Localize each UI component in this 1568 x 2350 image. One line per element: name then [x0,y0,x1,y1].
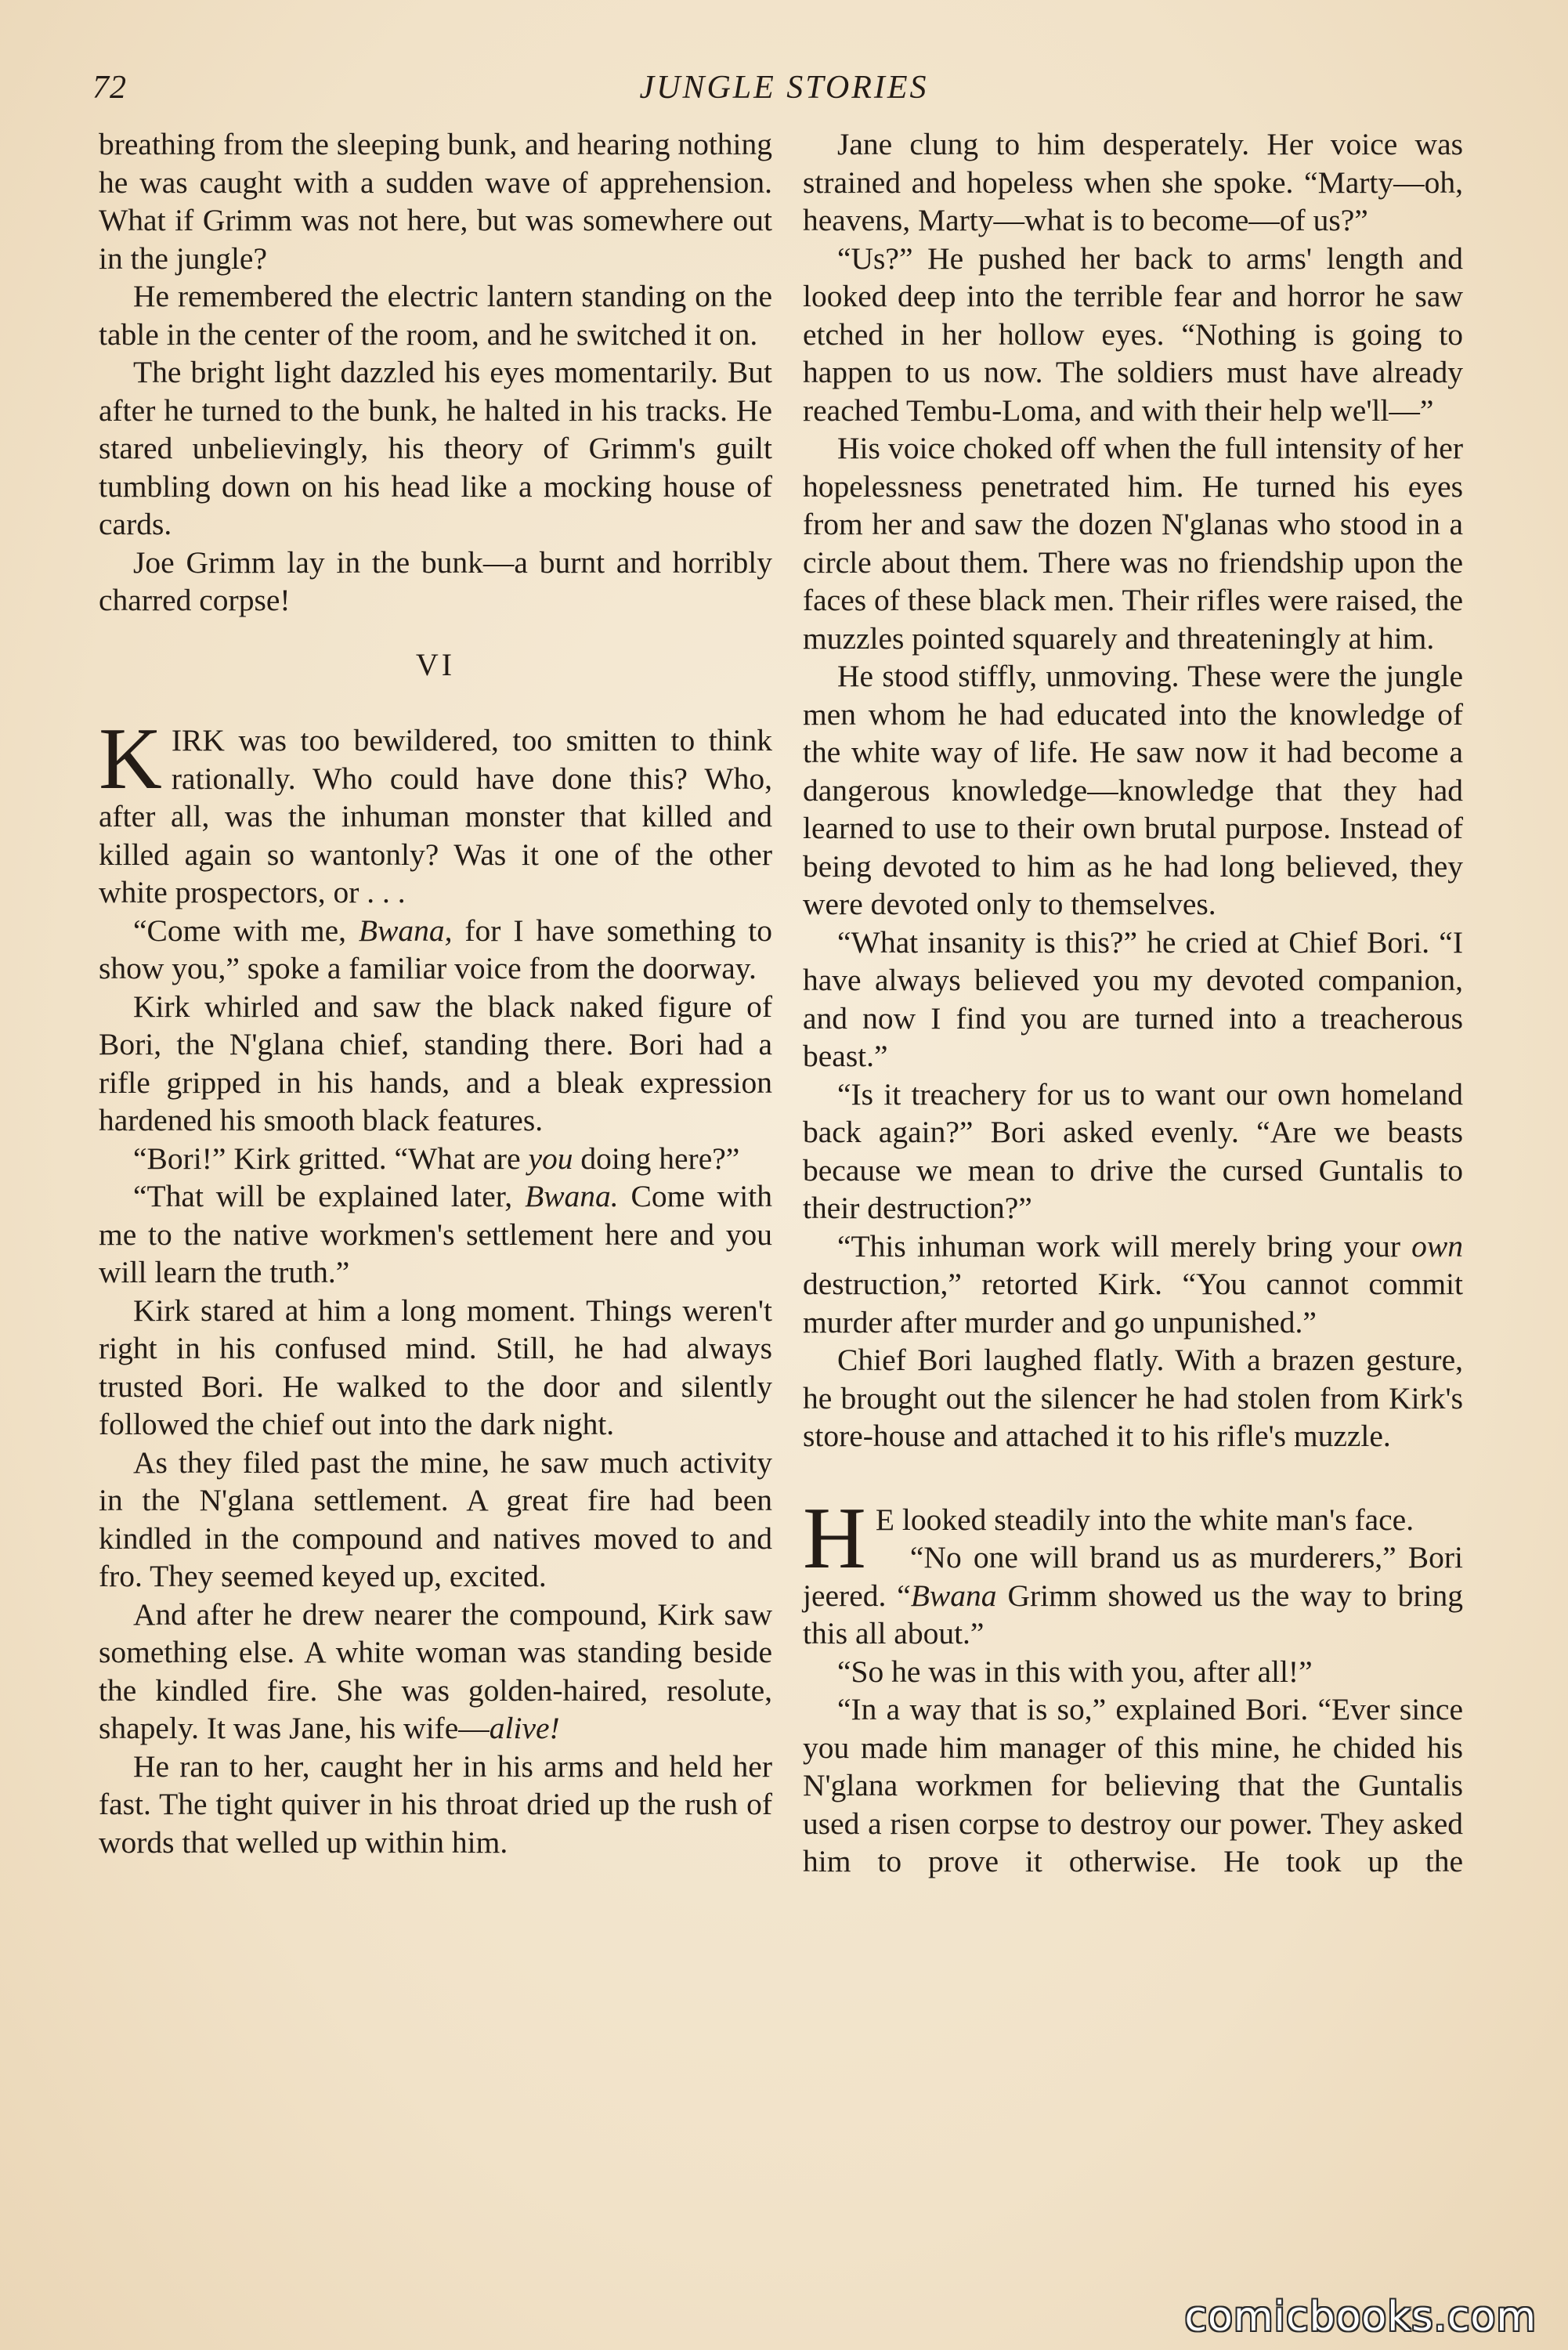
paragraph: The bright light dazzled his eyes momentarily. But after he turned to the bunk, he halted in his tracks. He stared unbelievingly, his theory of Grimm's guilt tumbling down on his head like a mocking house of cards. [99,355,772,541]
text-run: “Come with me, [133,913,359,948]
paragraph: “Us?” He pushed her back to arms' length and looked deep into the terrible fear and horror he saw etched in her hollow eyes. “Nothing is going to happen to us now. The soldiers must have already reached Tembu-Loma, and with their help we'll—” [803,240,1463,428]
paragraph: Jane clung to him desperately. Her voice was strained and hopeless when she spoke. “Marty—oh, heavens, Marty—what is to become—of us?” [803,127,1463,237]
italic-text: Bwana, [358,913,453,948]
italic-text: Bwana [910,1578,997,1613]
paragraph: Kirk stared at him a long moment. Things weren't right in his confused mind. Still, he had always trusted Bori. He walked to the door and silently followed the chief out into the dark night. [99,1292,772,1441]
text-run: “No one will brand us as murderers,” Bori jeered. “ [803,1540,1463,1613]
paragraph: “So he was in this with you, after all!” [837,1654,1313,1689]
text-run: Grimm showed us the way to bring this all about.” [803,1578,1463,1650]
text-run: “That will be explained later, [133,1179,526,1213]
site-watermark: comicbooks.com [1184,2294,1537,2341]
paragraph: He ran to her, caught her in his arms and held her fast. The tight quiver in his throat dried up the rush of words that welled up within him. [99,1748,772,1860]
paragraph: “What insanity is this?” he cried at Chief Bori. “I have always believed you my devoted companion, and now I find you are turned into a treacherous beast.” [803,924,1463,1073]
paragraph [99,1596,772,1748]
text-run: Come with me to the native workmen's settlement here and you will learn the truth.” [99,1179,773,1289]
section-heading: VI [415,646,456,682]
paragraph-dropcap [99,710,772,912]
paragraph [99,1140,772,1178]
text-run: for I have something to show you,” spoke a familiar voice from the doorway. [99,913,772,985]
paragraph [99,912,772,988]
italic-text: Bwana. [525,1179,619,1213]
paragraph: “Is it treachery for us to want our own homeland back again?” Bori asked evenly. “Are we beasts because we mean to drive the cursed Guntalis to their destruction?” [803,1076,1463,1225]
running-title: JUNGLE STORIES [639,70,929,106]
italic-text: own [1411,1228,1463,1264]
paragraph [99,1177,772,1292]
paragraph [803,1538,1463,1653]
text-run: And after he drew nearer the compound, Kirk saw something else. A white woman was standing beside the kindled fire. She was golden-haired, resolute, shapely. It was Jane, his wife— [99,1596,772,1745]
paragraph: Chief Bori laughed flatly. With a brazen gesture, he brought out the silencer he had stolen from Kirk's store-house and attached it to his rifle's muzzle. [803,1343,1463,1453]
italic-text: you [528,1141,573,1176]
text-run: “Bori!” Kirk gritted. “What are [133,1141,529,1176]
drop-cap: K [99,710,162,808]
page-header [0,69,1568,116]
text-run: doing here?” [573,1141,740,1176]
drop-cap: H [803,1489,866,1587]
paragraph: Joe Grimm lay in the bunk—a burnt and horribly charred corpse! [99,544,772,617]
paragraph: His voice choked off when the full intensity of her hopelessness penetrated him. He turned his eyes from her and saw the dozen N'glanas who stood in a circle about them. There was no friendship upon the faces of these black men. Their rifles were raised, the muzzles pointed squarely and threateningly at him. [803,431,1463,656]
paragraph: breathing from the sleeping bunk, and hearing nothing he was caught with a sudden wave of apprehension. What if Grimm was not here, but was somewhere out in the jungle? [99,127,773,276]
paragraph: Kirk whirled and saw the black naked figure of Bori, the N'glana chief, standing there. Bori had a rifle gripped in his hands, and a bleak expression hardened his smooth black features. [99,989,772,1137]
paragraph: He remembered the electric lantern standing on the table in the center of the room, and he switched it on. [99,279,772,352]
left-column [99,125,772,1861]
paragraph: He stood stiffly, unmoving. These were the jungle men whom he had educated into the knowledge of the white way of life. He saw now it had become a dangerous knowledge—knowledge that they had learned to use to their own brutal purpose. Instead of being devoted to him as he had long believed, they were devoted only to themselves. [803,659,1463,921]
italic-text: alive! [489,1711,560,1745]
paragraph-text: IRK was too bewildered, too smitten to think rationally. Who could have done this? Who, after all, was the inhuman monster that killed and killed again so wantonly? Was it one of the other white prospectors, or . . . [99,723,772,909]
text-run: “This inhuman work will merely bring your [837,1228,1412,1264]
right-column [803,125,1463,1881]
page-number: 72 [92,70,127,106]
paragraph [803,1227,1463,1342]
paragraph: As they filed past the mine, he saw much activity in the N'glana settlement. A great fire had been kindled in the compound and natives moved to and fro. They seemed keyed up, excited. [99,1444,772,1593]
text-run: destruction,” retorted Kirk. “You cannot commit murder after murder and go unpunished.” [803,1267,1463,1340]
paragraph-text: E looked steadily into the white man's face. [875,1502,1414,1537]
paragraph: “In a way that is so,” explained Bori. “Ever since you made him manager of this mine, he chided his N'glana workmen for believing that the Guntalis used a risen corpse to destroy our power. They asked him to prove it otherwise. He took up the [803,1692,1463,1878]
